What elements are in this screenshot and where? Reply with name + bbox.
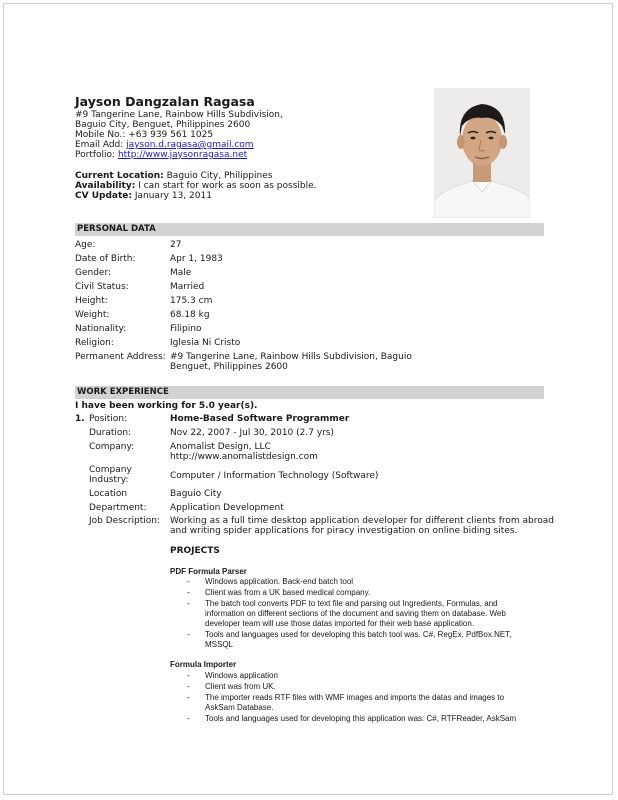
department-label: Department: [89, 503, 147, 513]
bullet-dash: - [187, 682, 190, 691]
current-location-label: Current Location: [75, 171, 164, 181]
age-value: 27 [170, 240, 182, 250]
bullet-dash: - [187, 714, 190, 723]
project-line: Tools and languages used for developing this application was: C#, RTFReader, AskSam [205, 714, 517, 723]
bullet-dash: - [187, 577, 190, 586]
project-line: The importer reads RTF files with WMF images and imports the datas and images to [205, 693, 505, 702]
personal-data-title: PERSONAL DATA [77, 224, 156, 234]
dob-value: Apr 1, 1983 [170, 254, 223, 264]
personal-data-header [75, 223, 544, 236]
civil-status-label: Civil Status: [75, 282, 129, 292]
work-experience-title: WORK EXPERIENCE [77, 387, 169, 397]
gender-label: Gender: [75, 268, 112, 278]
mobile-label: Mobile No.: [75, 130, 126, 140]
company-label: Company: [89, 442, 135, 452]
projects-title: PROJECTS [170, 546, 220, 556]
email-link[interactable]: jayson.d.ragasa@gmail.com [126, 140, 254, 150]
permanent-address-value-2: Benguet, Philippines 2600 [170, 362, 288, 372]
bullet-dash: - [187, 630, 190, 639]
nationality-value: Filipino [170, 324, 202, 334]
department-value: Application Development [170, 503, 284, 513]
mobile-value: +63 939 561 1025 [128, 130, 214, 140]
location-value: Baguio City [170, 489, 222, 499]
current-location-value: Baguio City, Philippines [166, 171, 273, 181]
job-description-line-1: Working as a full time desktop application developer for different clients from abroad [170, 516, 554, 526]
applicant-name: Jayson Dangzalan Ragasa [75, 94, 255, 109]
gender-value: Male [170, 268, 192, 278]
project-line: developer team will use those datas imported for their web base application. [205, 619, 475, 628]
project-name: Formula Importer [170, 660, 237, 669]
portrait-image [434, 88, 530, 218]
address-line-2: Baguio City, Benguet, Philippines 2600 [75, 120, 251, 130]
availability-label: Availability: [75, 181, 136, 191]
project-line: The batch tool converts PDF to text file and parsing out Ingredients, Formulas, and [205, 599, 498, 608]
profile-photo [434, 88, 530, 218]
religion-label: Religion: [75, 338, 114, 348]
duration-value: Nov 22, 2007 - Jul 30, 2010 (2.7 yrs) [170, 428, 335, 438]
portfolio-label: Portfolio: [75, 150, 116, 160]
project-line: Windows application. Back-end batch tool [205, 577, 354, 586]
project-line: Windows application [205, 671, 278, 680]
address-line-1: #9 Tangerine Lane, Rainbow Hills Subdivision, [75, 110, 283, 120]
position-label: Position: [89, 414, 128, 424]
job-number: 1. [75, 414, 85, 424]
project-line: information on different sections of the document and saving them on database. Web [205, 609, 506, 618]
project-line: Client was from a UK based medical company. [205, 588, 371, 597]
project-line: Tools and languages used for developing this batch tool was. C#, RegEx, PdfBox.NET, [205, 630, 512, 639]
portfolio-link[interactable]: http://www.jaysonragasa.net [117, 150, 248, 160]
portfolio-line [75, 150, 247, 161]
civil-status-value: Married [170, 282, 205, 292]
company-url: http://www.anomalistdesign.com [170, 452, 318, 462]
nationality-label: Nationality: [75, 324, 127, 334]
age-label: Age: [75, 240, 96, 250]
dob-label: Date of Birth: [75, 254, 136, 264]
bullet-dash: - [187, 671, 190, 680]
location-label: Location [89, 489, 128, 499]
industry-label-2: Industry: [89, 475, 129, 485]
industry-label-1: Company [89, 465, 132, 475]
job-description-label: Job Description: [89, 516, 161, 526]
project-line: MSSQL [205, 640, 234, 649]
religion-value: Iglesia Ni Cristo [170, 338, 241, 348]
position-value: Home-Based Software Programmer [170, 414, 350, 424]
project-line: AskSam Database. [205, 703, 274, 712]
project-name: PDF Formula Parser [170, 567, 247, 576]
work-experience-header [75, 386, 544, 399]
project-line: Client was from UK. [205, 682, 276, 691]
duration-label: Duration: [89, 428, 132, 438]
bullet-dash: - [187, 588, 190, 597]
email-label: Email Add: [75, 140, 124, 150]
height-label: Height: [75, 296, 108, 306]
permanent-address-label: Permanent Address: [75, 352, 166, 362]
cv-update-value: January 13, 2011 [134, 191, 212, 201]
height-value: 175.3 cm [170, 296, 213, 306]
cv-update-line [75, 191, 212, 202]
availability-value: I can start for work as soon as possible. [138, 181, 317, 191]
work-summary: I have been working for 5.0 year(s). [75, 401, 258, 411]
cv-update-label: CV Update: [75, 191, 132, 201]
permanent-address-value-1: #9 Tangerine Lane, Rainbow Hills Subdivision, Baguio [170, 352, 412, 362]
weight-label: Weight: [75, 310, 110, 320]
job-description-line-2: and writing spider applications for piracy investigation on online biding sites. [170, 526, 518, 536]
industry-value: Computer / Information Technology (Software) [170, 471, 379, 481]
bullet-dash: - [187, 693, 190, 702]
weight-value: 68.18 kg [170, 310, 210, 320]
bullet-dash: - [187, 599, 190, 608]
company-value: Anomalist Design, LLC [170, 442, 271, 452]
